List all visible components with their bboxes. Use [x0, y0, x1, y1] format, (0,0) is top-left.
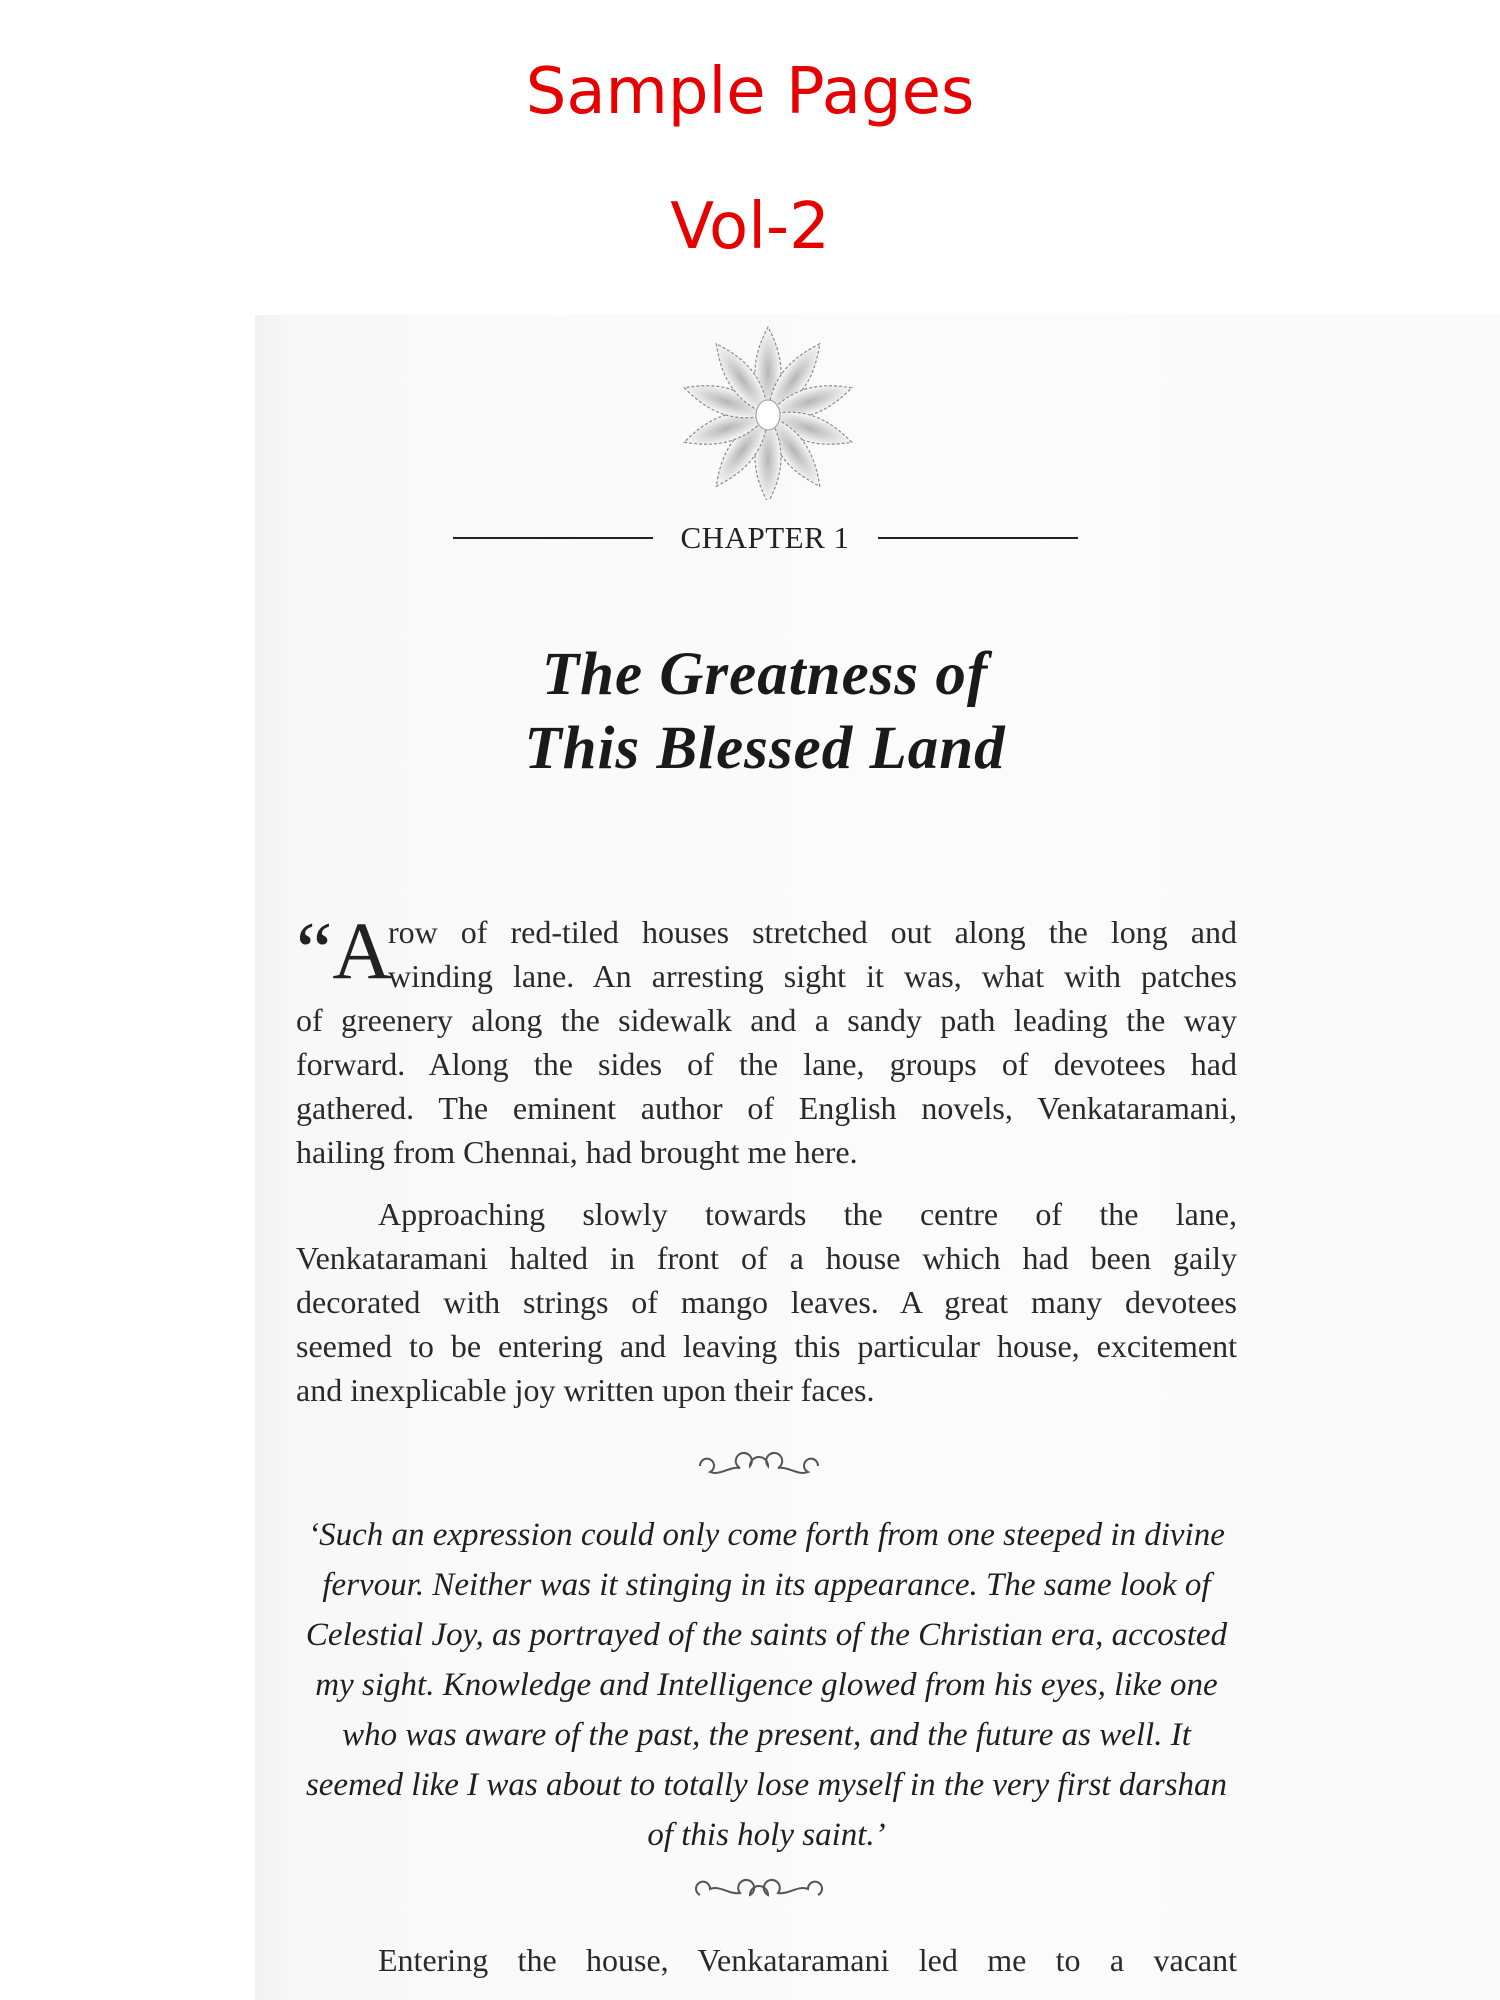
- quote-line: who was aware of the past, the present, and the future as well. It: [342, 1717, 1191, 1753]
- block-quote: [296, 1510, 1237, 1860]
- ornament-divider-icon: [690, 1446, 840, 1486]
- lotus-flower-icon: [683, 325, 853, 500]
- text-line: decorated with strings of mango leaves. A great many devotees: [296, 1284, 1237, 1320]
- text-line: and inexplicable joy written upon their faces.: [296, 1372, 875, 1408]
- quote-line: seemed like I was about to totally lose myself in the very first darshan: [305, 1767, 1228, 1803]
- volume-heading: Vol-2: [670, 190, 830, 264]
- text-line: Approaching slowly towards the centre of the lane,: [378, 1196, 1237, 1232]
- text-line: row of red-tiled houses stretched out along the long and: [388, 914, 1237, 950]
- drop-cap: “A: [296, 905, 392, 996]
- ornament-divider-icon: [690, 1875, 840, 1915]
- quote-line: my sight. Knowledge and Intelligence glowed from his eyes, like one: [315, 1667, 1218, 1703]
- quote-line: fervour. Neither was it stinging in its appearance. The same look of: [322, 1567, 1211, 1603]
- text-line: of greenery along the sidewalk and a sandy path leading the way: [296, 1002, 1237, 1038]
- text-line: forward. Along the sides of the lane, groups of devotees had: [296, 1046, 1237, 1082]
- text-line: winding lane. An arresting sight it was, what with patches: [388, 958, 1237, 994]
- text-line: Venkataramani halted in front of a house which had been gaily: [296, 1240, 1237, 1276]
- paragraph-3: [296, 1938, 1237, 1982]
- chapter-title-line-1: The Greatness of: [541, 641, 989, 708]
- chapter-heading: [440, 520, 1090, 556]
- paragraph-2: [296, 1192, 1237, 1412]
- paragraph-1: [296, 905, 1237, 1174]
- divider-right: [878, 537, 1078, 539]
- quote-line: ‘Such an expression could only come forth from one steeped in divine: [308, 1517, 1225, 1553]
- text-line: Entering the house, Venkataramani led me to a vacant: [378, 1942, 1237, 1978]
- text-line: gathered. The eminent author of English novels, Venkataramani,: [296, 1090, 1237, 1126]
- divider-left: [453, 537, 653, 539]
- quote-line: Celestial Joy, as portrayed of the saints of the Christian era, accosted: [305, 1617, 1228, 1653]
- text-line: hailing from Chennai, had brought me here.: [296, 1134, 858, 1170]
- text-line: seemed to be entering and leaving this particular house, excitement: [296, 1328, 1237, 1364]
- sample-pages-heading: Sample Pages: [525, 55, 975, 129]
- chapter-label: CHAPTER 1: [680, 520, 850, 555]
- chapter-title-line-2: This Blessed Land: [524, 715, 1006, 782]
- quote-line: of this holy saint.’: [647, 1817, 886, 1853]
